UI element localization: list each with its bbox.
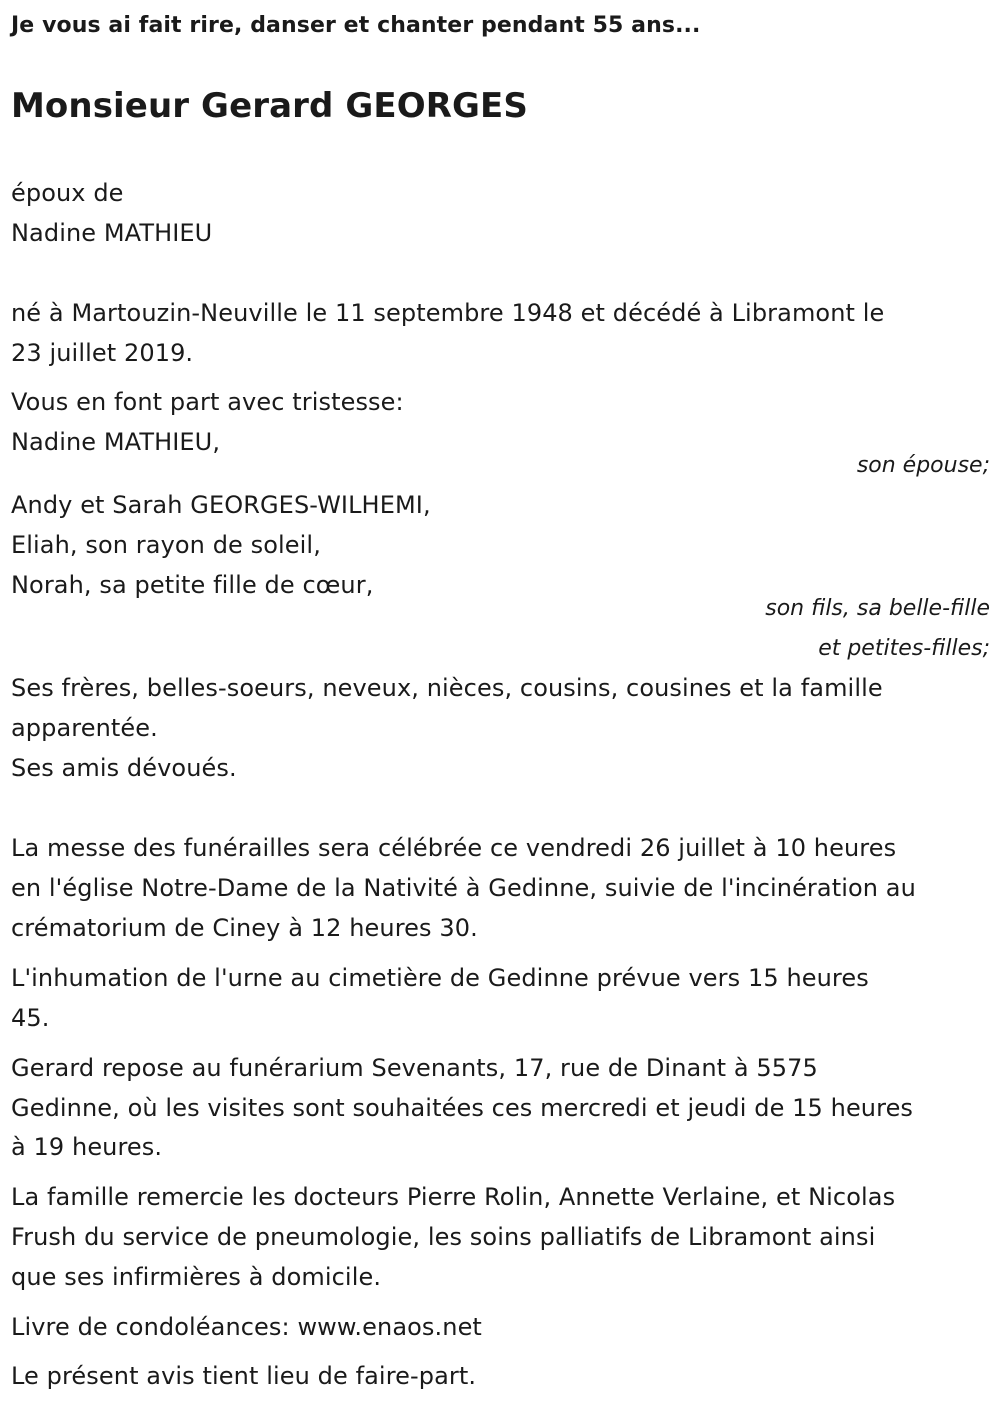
family-child-line: Eliah, son rayon de soleil,: [11, 531, 321, 559]
burial-line: L'inhumation de l'urne au cimetière de Gedinne prévue vers 15 heures: [11, 964, 869, 992]
funeral-line: en l'église Notre-Dame de la Nativité à Gedinne, suivie de l'incinération au: [11, 874, 916, 902]
birth-death-line-1: né à Martouzin-Neuville le 11 septembre 1948 et décédé à Libramont le: [11, 299, 885, 327]
closing-line: Le présent avis tient lieu de faire-part.: [11, 1362, 477, 1390]
family-children-relation: et petites-filles;: [818, 636, 990, 661]
family-others-line: Ses amis dévoués.: [11, 754, 237, 782]
family-children-relation: son fils, sa belle-fille: [765, 596, 990, 621]
announce-intro: Vous en font part avec tristesse:: [11, 388, 404, 416]
family-others-line: apparentée.: [11, 714, 158, 742]
thanks-line: Frush du service de pneumologie, les soins palliatifs de Libramont ainsi: [11, 1223, 876, 1251]
family-spouse-relation: son épouse;: [856, 453, 990, 478]
family-child-line: Norah, sa petite fille de cœur,: [11, 571, 374, 599]
spouse-intro: époux de: [11, 179, 124, 207]
viewing-line: Gedinne, où les visites sont souhaitées ces mercredi et jeudi de 15 heures: [11, 1094, 914, 1122]
thanks-line: que ses infirmières à domicile.: [11, 1263, 382, 1291]
viewing-line: à 19 heures.: [11, 1133, 163, 1161]
burial-line: 45.: [11, 1004, 50, 1032]
motto: Je vous ai fait rire, danser et chanter pendant 55 ans...: [11, 13, 701, 38]
funeral-line: La messe des funérailles sera célébrée ce vendredi 26 juillet à 10 heures: [11, 834, 897, 862]
deceased-name: Monsieur Gerard GEORGES: [11, 86, 528, 126]
thanks-line: La famille remercie les docteurs Pierre Rolin, Annette Verlaine, et Nicolas: [11, 1183, 896, 1211]
family-spouse-name: Nadine MATHIEU,: [11, 428, 221, 456]
birth-death-line-2: 23 juillet 2019.: [11, 339, 194, 367]
condolences-line: Livre de condoléances: www.enaos.net: [11, 1313, 482, 1341]
spouse-name: Nadine MATHIEU: [11, 219, 213, 247]
family-child-line: Andy et Sarah GEORGES-WILHEMI,: [11, 491, 431, 519]
viewing-line: Gerard repose au funérarium Sevenants, 17, rue de Dinant à 5575: [11, 1054, 818, 1082]
family-others-line: Ses frères, belles-soeurs, neveux, nièces, cousins, cousines et la famille: [11, 674, 883, 702]
funeral-line: crématorium de Ciney à 12 heures 30.: [11, 914, 478, 942]
